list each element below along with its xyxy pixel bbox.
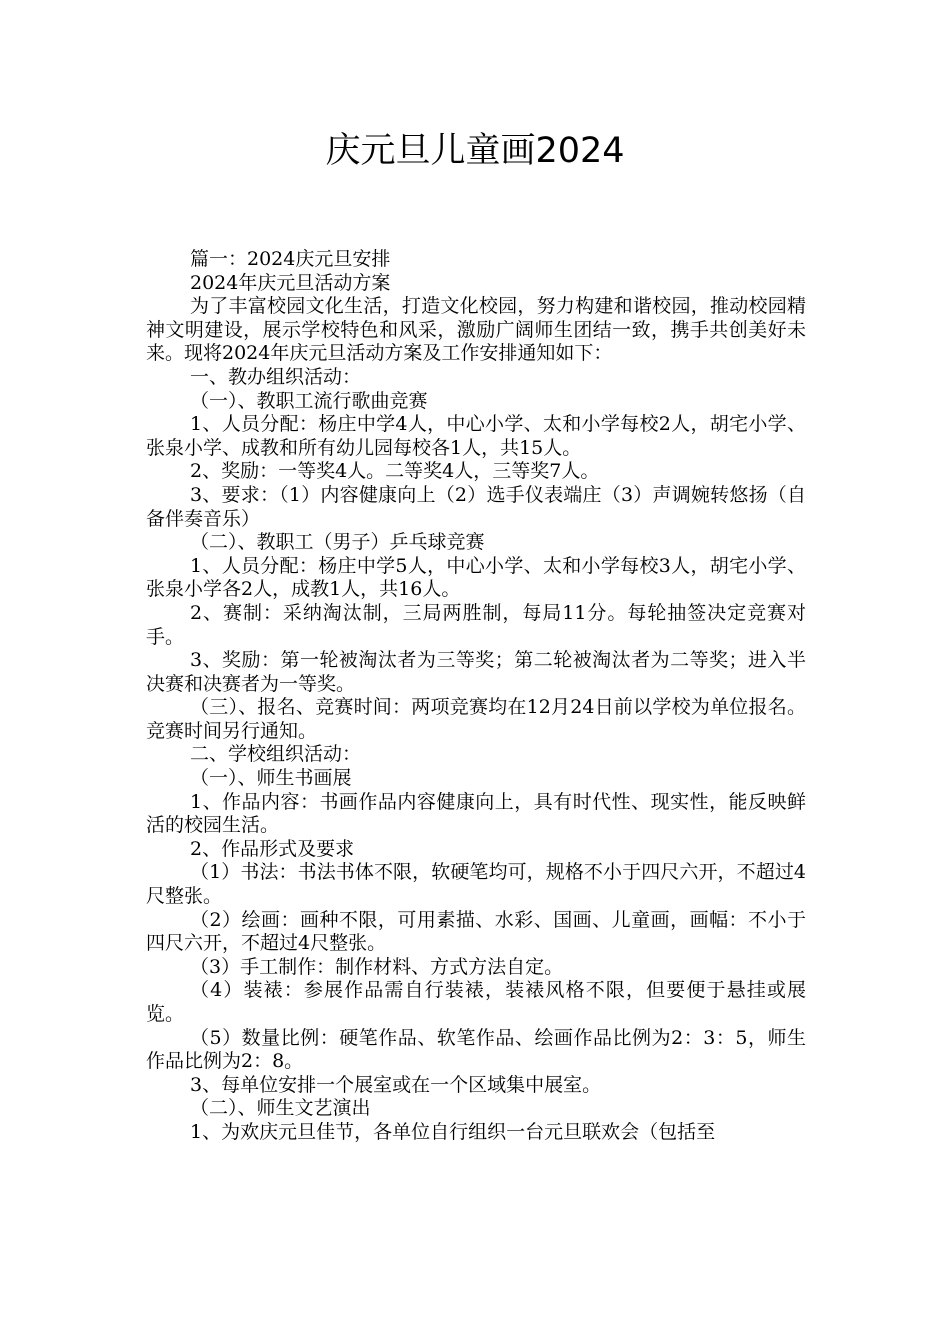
paragraph: 2、奖励：一等奖4人。二等奖4人，三等奖7人。 — [190, 460, 600, 483]
paragraph: （三）、报名、竞赛时间：两项竞赛均在12月24日前以学校为单位报名。竞赛时间另行通知。 — [146, 696, 806, 742]
paragraph: （3）手工制作：制作材料、方式方法自定。 — [190, 955, 564, 978]
paragraph: 2、作品形式及要求 — [190, 837, 355, 860]
paragraph: 1、作品内容：书画作品内容健康向上，具有时代性、现实性，能反映鲜活的校园生活。 — [146, 790, 806, 837]
paragraph: （二）、师生文艺演出 — [190, 1097, 371, 1120]
paragraph: 3、每单位安排一个展室或在一个区域集中展室。 — [190, 1073, 602, 1096]
paragraph: （二）、教职工（男子）乒乓球竞赛 — [190, 531, 485, 554]
paragraph: （一）、师生书画展 — [190, 767, 352, 790]
document-body — [146, 248, 806, 1145]
paragraph: 为了丰富校园文化生活，打造文化校园，努力构建和谐校园，推动校园精神文明建设，展示学校特色和风采，激励广阔师生团结一致，携手共创美好未来。现将2024年庆元旦活动方案及工作安排通知如下： — [146, 295, 806, 365]
paragraph: （5）数量比例：硬笔作品、软笔作品、绘画作品比例为2：3：5，师生作品比例为2：8。 — [146, 1026, 806, 1073]
paragraph: 2024年庆元旦活动方案 — [190, 271, 391, 294]
paragraph: 1、人员分配：杨庄中学4人，中心小学、太和小学每校2人，胡宅小学、张泉小学、成教和所有幼儿园每校各1人，共15人。 — [146, 413, 806, 459]
paragraph: （4）装裱：参展作品需自行装裱，装裱风格不限，但要便于悬挂或展览。 — [146, 979, 806, 1025]
paragraph: 1、为欢庆元旦佳节，各单位自行组织一台元旦联欢会（包括至 — [190, 1120, 716, 1143]
paragraph: 2、赛制：采纳淘汰制，三局两胜制，每局11分。每轮抽签决定竞赛对手。 — [146, 601, 806, 648]
paragraph: 一、教办组织活动： — [190, 365, 362, 388]
paragraph: 3、要求：（1）内容健康向上（2）选手仪表端庄（3）声调婉转悠扬（自备伴奏音乐） — [146, 483, 806, 530]
paragraph: （1）书法：书法书体不限，软硬笔均可，规格不小于四尺六开，不超过4尺整张。 — [146, 861, 806, 908]
paragraph: （2）绘画：画种不限，可用素描、水彩、国画、儿童画，画幅：不小于四尺六开，不超过4尺整张。 — [146, 908, 806, 955]
page-title: 庆元旦儿童画2024 — [325, 131, 625, 171]
paragraph: 3、奖励：第一轮被淘汰者为三等奖；第二轮被淘汰者为二等奖；进入半决赛和决赛者为一等奖。 — [146, 649, 806, 695]
paragraph: （一）、教职工流行歌曲竞赛 — [190, 389, 428, 412]
paragraph: 篇一：2024庆元旦安排 — [190, 248, 391, 270]
paragraph: 二、学校组织活动： — [190, 743, 362, 766]
paragraph: 1、人员分配：杨庄中学5人，中心小学、太和小学每校3人，胡宅小学、张泉小学各2人，成教1人，共16人。 — [146, 554, 806, 601]
